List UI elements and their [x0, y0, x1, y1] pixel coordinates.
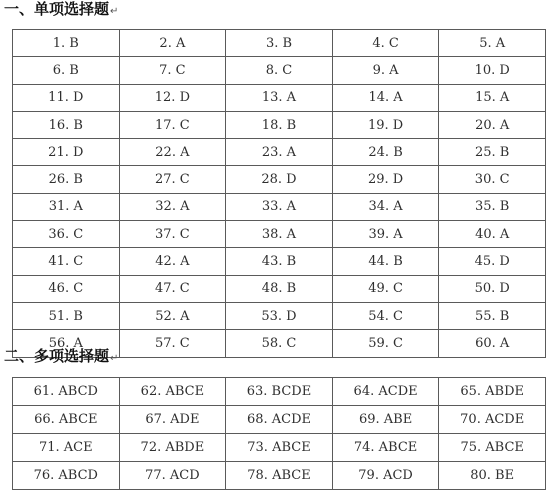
answer-row — [13, 139, 546, 166]
answer-cell: 69. ABE — [332, 406, 439, 434]
answer-cell: 21. D — [13, 139, 120, 166]
answer-cell: 50. D — [439, 275, 546, 302]
answer-cell: 45. D — [439, 248, 546, 275]
answer-cell: 34. A — [332, 193, 439, 220]
answer-cell: 60. A — [439, 330, 546, 357]
answer-cell: 26. B — [13, 166, 120, 193]
answer-cell: 9. A — [332, 57, 439, 84]
answer-cell: 76. ABCD — [13, 462, 120, 490]
answer-cell: 31. A — [13, 193, 120, 220]
answer-row — [13, 406, 546, 434]
answer-cell: 38. A — [226, 221, 333, 248]
answer-cell: 28. D — [226, 166, 333, 193]
answer-cell: 30. C — [439, 166, 546, 193]
answer-cell: 48. B — [226, 275, 333, 302]
answer-cell: 51. B — [13, 302, 120, 329]
answer-cell: 72. ABDE — [119, 434, 226, 462]
answer-row — [13, 111, 546, 138]
answer-cell: 35. B — [439, 193, 546, 220]
answer-cell: 73. ABCE — [226, 434, 333, 462]
paragraph-mark: ↵ — [110, 6, 119, 17]
multiple-choice-answer-table — [12, 377, 546, 490]
answer-cell: 52. A — [119, 302, 226, 329]
answer-cell: 46. C — [13, 275, 120, 302]
answer-cell: 66. ABCE — [13, 406, 120, 434]
answer-cell: 74. ABCE — [332, 434, 439, 462]
answer-cell: 18. B — [226, 111, 333, 138]
multiple-choice-answer-body — [13, 378, 546, 490]
answer-cell: 57. C — [119, 330, 226, 357]
answer-cell: 39. A — [332, 221, 439, 248]
answer-cell: 23. A — [226, 139, 333, 166]
answer-cell: 42. A — [119, 248, 226, 275]
answer-cell: 27. C — [119, 166, 226, 193]
multiple-choice-heading — [4, 347, 118, 368]
single-choice-heading — [4, 0, 118, 21]
answer-cell: 54. C — [332, 302, 439, 329]
answer-cell: 43. B — [226, 248, 333, 275]
answer-cell: 62. ABCE — [119, 378, 226, 406]
answer-cell: 65. ABDE — [439, 378, 546, 406]
answer-cell: 53. D — [226, 302, 333, 329]
answer-cell: 70. ACDE — [439, 406, 546, 434]
answer-cell: 68. ACDE — [226, 406, 333, 434]
answer-cell: 61. ABCD — [13, 378, 120, 406]
answer-row — [13, 302, 546, 329]
answer-cell: 20. A — [439, 111, 546, 138]
answer-row — [13, 193, 546, 220]
answer-cell: 49. C — [332, 275, 439, 302]
answer-row — [13, 166, 546, 193]
answer-row — [13, 275, 546, 302]
answer-cell: 8. C — [226, 57, 333, 84]
answer-cell: 56. A — [13, 330, 120, 357]
answer-cell: 79. ACD — [332, 462, 439, 490]
answer-cell: 44. B — [332, 248, 439, 275]
answer-cell: 63. BCDE — [226, 378, 333, 406]
answer-cell: 75. ABCE — [439, 434, 546, 462]
answer-cell: 19. D — [332, 111, 439, 138]
single-choice-answer-body — [13, 30, 546, 358]
answer-cell: 2. A — [119, 30, 226, 57]
answer-cell: 29. D — [332, 166, 439, 193]
answer-cell: 55. B — [439, 302, 546, 329]
answer-cell: 13. A — [226, 84, 333, 111]
answer-cell: 77. ACD — [119, 462, 226, 490]
answer-cell: 3. B — [226, 30, 333, 57]
answer-cell: 10. D — [439, 57, 546, 84]
answer-cell: 59. C — [332, 330, 439, 357]
answer-row — [13, 248, 546, 275]
answer-cell: 25. B — [439, 139, 546, 166]
answer-cell: 12. D — [119, 84, 226, 111]
answer-cell: 78. ABCE — [226, 462, 333, 490]
answer-cell: 40. A — [439, 221, 546, 248]
answer-cell: 11. D — [13, 84, 120, 111]
answer-cell: 16. B — [13, 111, 120, 138]
answer-cell: 36. C — [13, 221, 120, 248]
answer-cell: 41. C — [13, 248, 120, 275]
answer-cell: 67. ADE — [119, 406, 226, 434]
answer-cell: 32. A — [119, 193, 226, 220]
answer-cell: 14. A — [332, 84, 439, 111]
answer-row — [13, 30, 546, 57]
answer-cell: 58. C — [226, 330, 333, 357]
single-choice-answer-table — [12, 29, 546, 358]
answer-row — [13, 462, 546, 490]
answer-cell: 6. B — [13, 57, 120, 84]
answer-cell: 71. ACE — [13, 434, 120, 462]
answer-row — [13, 84, 546, 111]
answer-cell: 64. ACDE — [332, 378, 439, 406]
multiple-choice-title: 二、多项选择题 — [4, 347, 110, 365]
single-choice-title: 一、单项选择题 — [4, 0, 110, 18]
answer-cell: 80. BE — [439, 462, 546, 490]
answer-row — [13, 57, 546, 84]
answer-cell: 47. C — [119, 275, 226, 302]
answer-cell: 17. C — [119, 111, 226, 138]
answer-cell: 37. C — [119, 221, 226, 248]
answer-cell: 22. A — [119, 139, 226, 166]
answer-cell: 24. B — [332, 139, 439, 166]
answer-row — [13, 378, 546, 406]
answer-cell: 5. A — [439, 30, 546, 57]
answer-row — [13, 221, 546, 248]
answer-cell: 7. C — [119, 57, 226, 84]
answer-cell: 4. C — [332, 30, 439, 57]
paragraph-mark: ↵ — [110, 353, 119, 364]
answer-row — [13, 434, 546, 462]
answer-cell: 33. A — [226, 193, 333, 220]
answer-cell: 1. B — [13, 30, 120, 57]
answer-cell: 15. A — [439, 84, 546, 111]
